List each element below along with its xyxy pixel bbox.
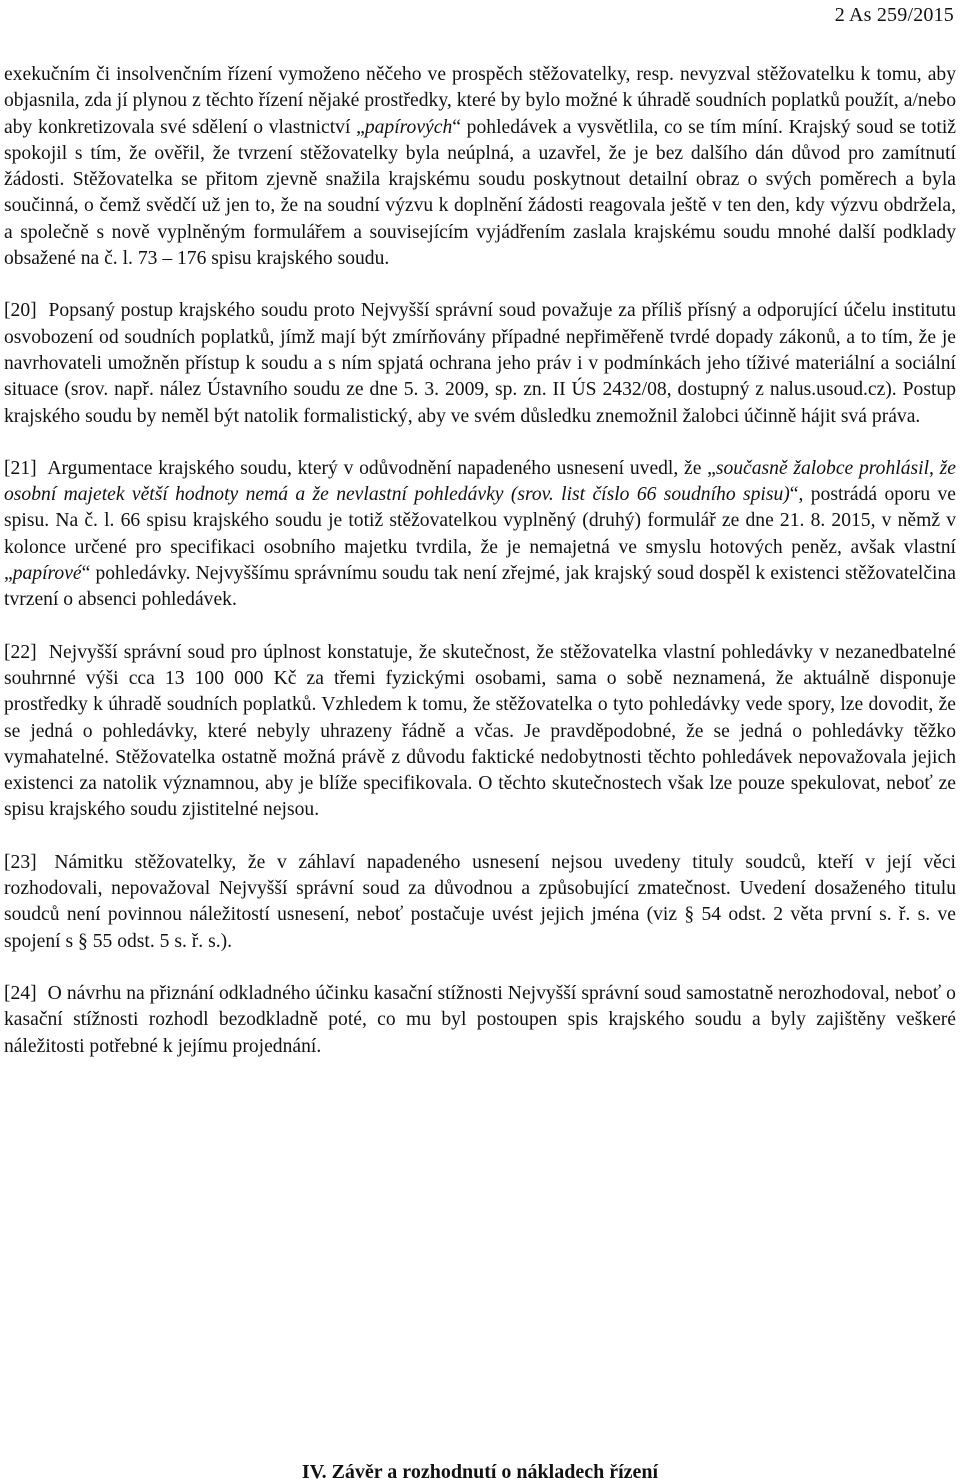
paragraph-text: Popsaný postup krajského soudu proto Nejvyšší správní soud považuje za příliš přísný a odporující účelu institutu osvobození od soudních poplatků, jímž mají být zmírňovány případné nepřiměřeně tvrdé dopady zákonů, a to tím, že je navrhovateli umožněn přístup k soudu a s ním spjatá ochrana jeho práv i v podmínkách jeho tíživé materiální a sociální situace (srov. např. nález Ústavního soudu ze dne 5. 3. 2009, sp. zn. II ÚS 2432/08, dostupný z nalus.usoud.cz). Postup krajského soudu by neměl být natolik formalistický, aby ve svém důsledku znemožnil žalobci účinně hájit svá práva. xyxy=(4,300,956,427)
emphasis-text: současně žalobce prohlásil, že osobní majetek větší hodnoty nemá a že nevlastní pohledávky (srov. list číslo 66 soudního spisu) xyxy=(4,457,956,506)
paragraph-23 xyxy=(4,850,956,955)
paragraph-20 xyxy=(4,298,956,429)
paragraph-21 xyxy=(4,456,956,614)
paragraph-text: O návrhu na přiznání odkladného účinku kasační stížnosti Nejvyšší správní soud samostatně nerozhodoval, neboť o kasační stížnosti rozhodl bezodkladně poté, co mu byl postoupen spis krajského soudu a byly zajištěny veškeré náležitosti potřebné k jejímu projednání. xyxy=(4,982,956,1057)
paragraph-number: [23] xyxy=(4,851,37,873)
section-heading: IV. Závěr a rozhodnutí o nákladech řízení xyxy=(301,1461,659,1483)
document-body xyxy=(4,62,956,1060)
paragraph-text: Argumentace krajského soudu, který v odůvodnění napadeného usnesení uvedl, že „ xyxy=(47,457,716,479)
paragraph-number: [22] xyxy=(4,641,37,663)
paragraph-number: [21] xyxy=(4,457,37,479)
paragraph-text: “, postrádá oporu ve spisu. Na č. l. 66 spisu krajského soudu je totiž stěžovatelkou vyplněný (druhý) formulář ze dne 21. 8. 2015, v němž v kolonce určené pro specifikaci osobního majetku tvrdila, že je nemajetná ve smyslu hotových peněz, avšak vlastní „ xyxy=(4,484,956,585)
paragraph-continued xyxy=(4,62,956,272)
paragraph-number: [24] xyxy=(4,982,37,1004)
emphasis-text: papírových xyxy=(364,116,453,138)
paragraph-number: [20] xyxy=(4,300,37,322)
paragraph-text: “ pohledávky. Nejvyššímu správnímu soudu tak není zřejmé, jak krajský soud dospěl k existenci stěžovatelčina tvrzení o absenci pohledávek. xyxy=(4,563,956,611)
paragraph-text: “ pohledávek a vysvětlila, co se tím míní. Krajský soud se totiž spokojil s tím, že ověřil, že tvrzení stěžovatelky byla neúplná, a uzavřel, že je bez dalšího dán důvod pro zamítnutí žádosti. Stěžovatelka se přitom zjevně snažila krajskému soudu poskytnout detailní obraz o svých poměrech a byla součinná, o čemž svědčí už jen to, že na soudní výzvu k doplnění žádosti reagovala ještě v ten den, kdy výzvu obdržela, a společně s nově vyplněným formulářem a souvisejícím vyjádřením zaslala krajskému soudu mnohé další podklady obsažené na č. l. 73 – 176 spisu krajského soudu. xyxy=(4,116,956,270)
paragraph-22 xyxy=(4,640,956,824)
paragraph-text: Nejvyšší správní soud pro úplnost konstatuje, že skutečnost, že stěžovatelka vlastní pohledávky v nezanedbatelné souhrnné výši cca 13 100 000 Kč za třemi fyzickými osobami, sama o sobě neznamená, že aktuálně disponuje prostředky k úhradě soudních poplatků. Vzhledem k tomu, že stěžovatelka o tyto pohledávky vede spory, lze dovodit, že se jedná o pohledávky, které nebyly uhrazeny řádně a včas. Je pravděpodobné, že se jedná o pohledávky těžko vymahatelné. Stěžovatelka ostatně možná právě z důvodu faktické nedobytnosti těchto pohledávek nepovažovala jejich existenci za natolik významnou, aby je blíže specifikovala. O těchto skutečnostech však lze pouze spekulovat, neboť ze spisu krajského soudu zjistitelné nejsou. xyxy=(4,641,956,821)
paragraph-24 xyxy=(4,981,956,1060)
paragraph-text: Námitku stěžovatelky, že v záhlaví napadeného usnesení nejsou uvedeny tituly soudců, kteří v její věci rozhodovali, nepovažoval Nejvyšší správní soud za důvodnou a způsobující zmatečnost. Uvedení dosaženého titulu soudců není povinnou náležitostí usnesení, neboť postačuje uvést jejich jména (viz § 54 odst. 2 věta první s. ř. s. ve spojení s § 55 odst. 5 s. ř. s.). xyxy=(4,851,956,952)
paragraph-text: exekučním či insolvenčním řízení vymoženo něčeho ve prospěch stěžovatelky, resp. nevyzval stěžovatelku k tomu, aby objasnila, zda jí plynou z těchto řízení nějaké prostředky, které by bylo možné k úhradě soudních poplatků použít, a/nebo aby konkretizovala své sdělení o vlastnictví „ xyxy=(4,64,956,138)
case-number: 2 As 259/2015 xyxy=(834,4,954,26)
emphasis-text: papírové xyxy=(12,563,82,585)
